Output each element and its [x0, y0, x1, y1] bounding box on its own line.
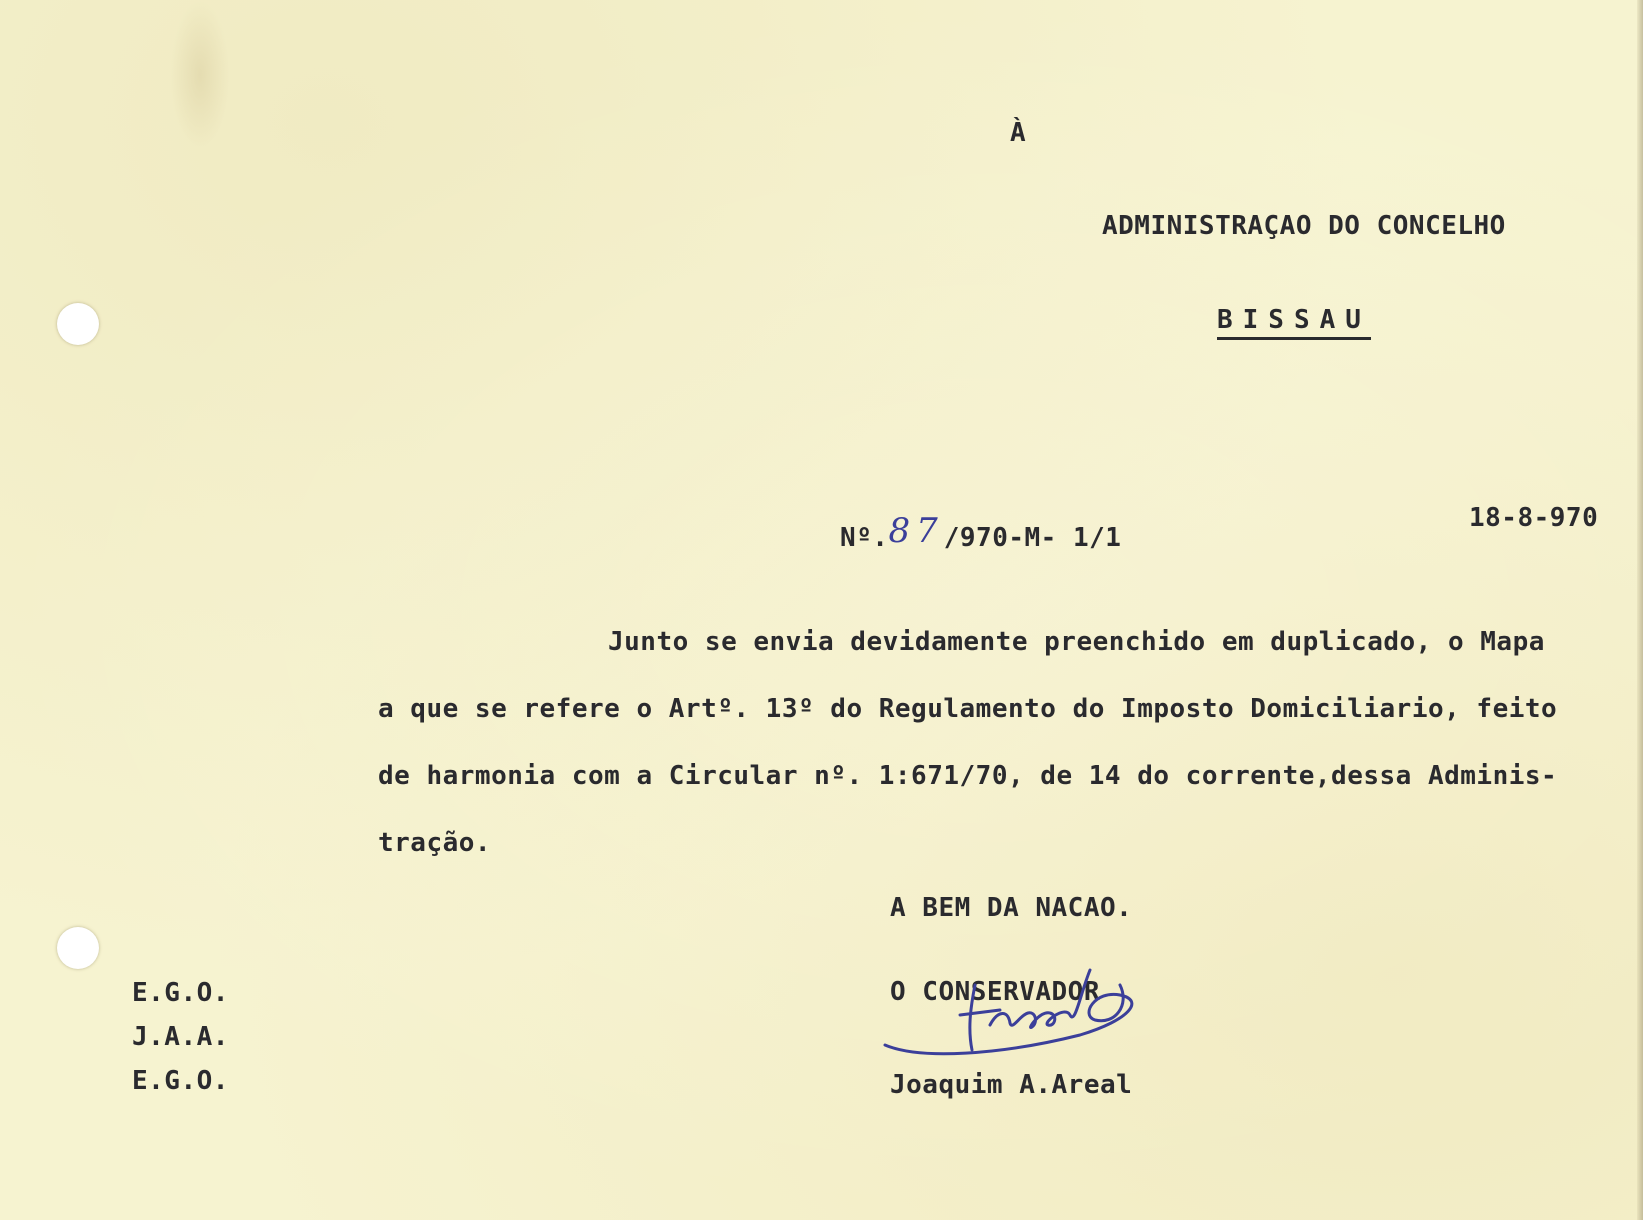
reference-initials-3: E.G.O. — [132, 1066, 229, 1096]
body-line-3: de harmonia com a Circular nº. 1:671/70, de 14 do corrente,dessa Adminis- — [378, 761, 1558, 791]
reference-initials-1: E.G.O. — [132, 978, 229, 1008]
addressee: ADMINISTRAÇAO DO CONCELHO — [1102, 211, 1506, 241]
body-line-2: a que se refere o Artº. 13º do Regulamento do Imposto Domiciliario, feito — [378, 694, 1558, 724]
paper-stain — [170, 0, 230, 150]
punch-hole-top — [57, 303, 99, 345]
body-line-1: Junto se envia devidamente preenchido em duplicado, o Mapa — [608, 627, 1545, 657]
reference-initials-2: J.A.A. — [132, 1022, 229, 1052]
addressee-city: BISSAU — [1217, 305, 1371, 340]
punch-hole-bottom — [57, 927, 99, 969]
paper-edge — [1637, 0, 1643, 1220]
reference-suffix: /970-M- 1/1 — [943, 523, 1122, 553]
body-line-4: tração. — [378, 828, 492, 858]
reference-prefix: Nº. — [840, 523, 889, 553]
reference-number — [840, 511, 1122, 555]
signer-title: O CONSERVADOR — [890, 977, 1100, 1007]
handwritten-signature — [880, 965, 1150, 1075]
addressee-prefix: À — [1010, 118, 1027, 148]
closing-salutation: A BEM DA NACAO. — [890, 893, 1133, 923]
signer-name: Joaquim A.Areal — [890, 1070, 1133, 1100]
reference-handwritten-number: 87 — [888, 511, 944, 551]
letter-date: 18-8-970 — [1469, 503, 1599, 533]
